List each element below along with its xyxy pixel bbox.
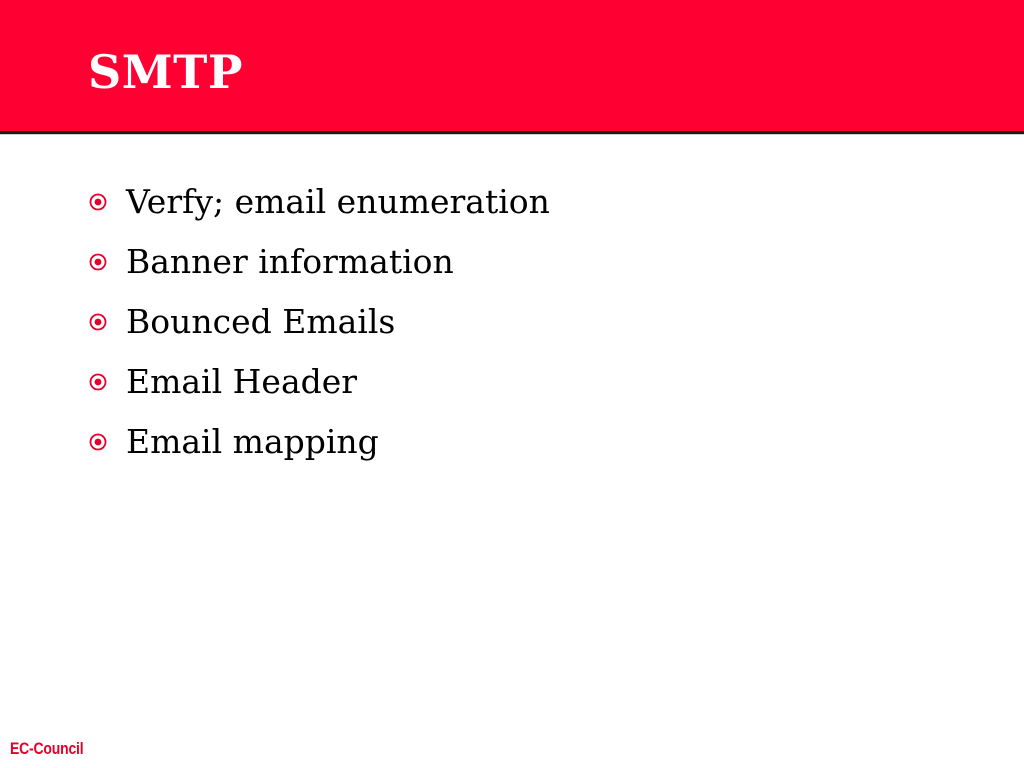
bullet-item: [88, 412, 550, 472]
circled-dot-icon: [88, 252, 108, 272]
circled-dot-icon: [88, 192, 108, 212]
bullet-text: Email Header: [126, 362, 358, 401]
bullet-text: Bounced Emails: [126, 302, 396, 341]
circled-dot-icon: [88, 432, 108, 452]
title-bar: [0, 0, 1024, 134]
bullet-text: Banner information: [126, 242, 454, 281]
bullet-item: [88, 172, 550, 232]
bullet-list: [88, 172, 550, 472]
circled-dot-icon: [88, 312, 108, 332]
bullet-text: Email mapping: [126, 422, 379, 461]
bullet-text: Verfy; email enumeration: [126, 182, 550, 221]
ec-council-logo: EC-Council: [10, 739, 84, 758]
slide-title: SMTP: [88, 45, 243, 99]
circled-dot-icon: [88, 372, 108, 392]
bullet-item: [88, 352, 550, 412]
bullet-item: [88, 292, 550, 352]
bullet-item: [88, 232, 550, 292]
